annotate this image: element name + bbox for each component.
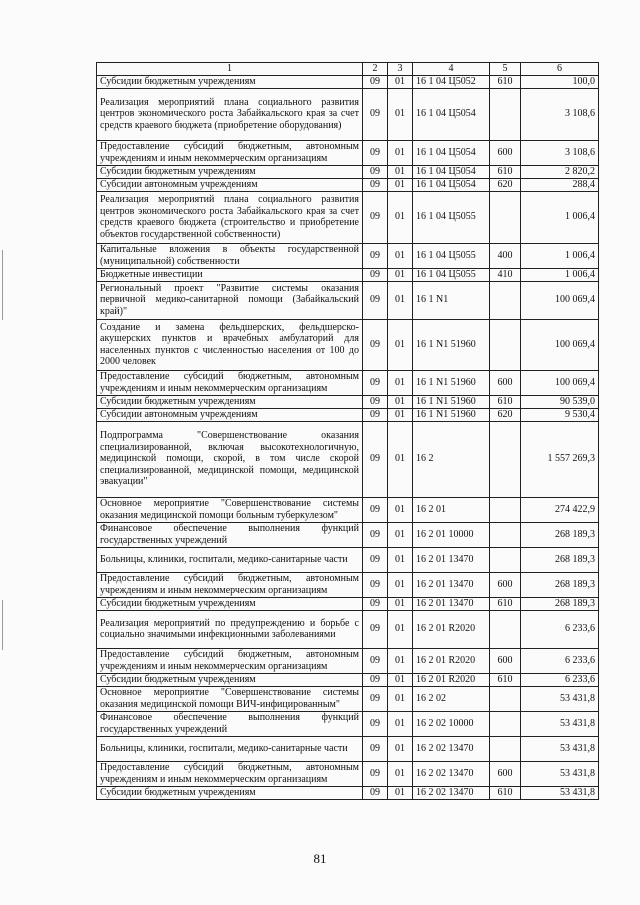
expense-type-cell [490, 686, 521, 711]
subsection-code-cell: 01 [388, 178, 413, 191]
row-name-cell: Субсидии автономным учреждениям [97, 408, 363, 421]
expense-type-cell: 600 [490, 572, 521, 597]
expense-type-cell [490, 711, 521, 736]
subsection-code-cell: 01 [388, 522, 413, 547]
section-code-cell: 09 [363, 370, 388, 395]
section-code-cell: 09 [363, 395, 388, 408]
row-name-cell: Субсидии автономным учреждениям [97, 178, 363, 191]
subsection-code-cell: 01 [388, 370, 413, 395]
target-article-cell: 16 1 N1 51960 [413, 370, 490, 395]
target-article-cell: 16 1 04 Ц5055 [413, 268, 490, 281]
target-article-cell: 16 2 02 13470 [413, 786, 490, 799]
table-row [97, 178, 599, 191]
table-row [97, 497, 599, 522]
section-code-cell: 09 [363, 597, 388, 610]
expense-type-cell: 600 [490, 370, 521, 395]
amount-cell: 288,4 [521, 178, 599, 191]
target-article-cell: 16 2 02 10000 [413, 711, 490, 736]
target-article-cell: 16 1 04 Ц5052 [413, 76, 490, 89]
scan-edge-mark-bottom [2, 600, 3, 650]
target-article-cell: 16 2 01 13470 [413, 572, 490, 597]
row-name-cell: Больницы, клиники, госпитали, медико-санитарные части [97, 547, 363, 572]
expense-type-cell [490, 88, 521, 140]
subsection-code-cell: 01 [388, 686, 413, 711]
subsection-code-cell: 01 [388, 597, 413, 610]
column-header: 1 [97, 63, 363, 76]
expense-type-cell [490, 610, 521, 648]
row-name-cell: Предоставление субсидий бюджетным, автономным учреждениям и иным некоммерческим организациям [97, 370, 363, 395]
section-code-cell: 09 [363, 191, 388, 243]
table-row [97, 191, 599, 243]
row-name-cell: Предоставление субсидий бюджетным, автономным учреждениям и иным некоммерческим организациям [97, 572, 363, 597]
section-code-cell: 09 [363, 88, 388, 140]
table-row [97, 243, 599, 268]
table-header-row [97, 63, 599, 76]
target-article-cell: 16 2 02 [413, 686, 490, 711]
subsection-code-cell: 01 [388, 547, 413, 572]
target-article-cell: 16 1 N1 51960 [413, 319, 490, 370]
amount-cell: 53 431,8 [521, 736, 599, 761]
subsection-code-cell: 01 [388, 786, 413, 799]
section-code-cell: 09 [363, 610, 388, 648]
target-article-cell: 16 2 02 13470 [413, 761, 490, 786]
table-row [97, 268, 599, 281]
amount-cell: 6 233,6 [521, 610, 599, 648]
row-name-cell: Реализация мероприятий плана социального развития центров экономического роста Забайкальского края за счет средств краевого бюджета (приобретение оборудования) [97, 88, 363, 140]
column-header: 4 [413, 63, 490, 76]
subsection-code-cell: 01 [388, 736, 413, 761]
table-row [97, 648, 599, 673]
target-article-cell: 16 1 04 Ц5054 [413, 178, 490, 191]
amount-cell: 100 069,4 [521, 281, 599, 319]
row-name-cell: Субсидии бюджетным учреждениям [97, 76, 363, 89]
subsection-code-cell: 01 [388, 395, 413, 408]
scan-edge-mark-top [2, 250, 3, 320]
amount-cell: 3 108,6 [521, 140, 599, 165]
table-row [97, 711, 599, 736]
amount-cell: 100 069,4 [521, 370, 599, 395]
amount-cell: 1 006,4 [521, 191, 599, 243]
row-name-cell: Подпрограмма "Совершенствование оказания специализированной, включая высокотехнологичную, медицинской помощи, скорой, в том числе скорой специализированной, медицинской помощи, медицинской эвакуации" [97, 421, 363, 497]
section-code-cell: 09 [363, 648, 388, 673]
table-row [97, 547, 599, 572]
row-name-cell: Субсидии бюджетным учреждениям [97, 597, 363, 610]
section-code-cell: 09 [363, 673, 388, 686]
section-code-cell: 09 [363, 421, 388, 497]
subsection-code-cell: 01 [388, 610, 413, 648]
target-article-cell: 16 2 02 13470 [413, 736, 490, 761]
expense-type-cell: 600 [490, 761, 521, 786]
table-row [97, 686, 599, 711]
subsection-code-cell: 01 [388, 191, 413, 243]
expense-type-cell: 610 [490, 395, 521, 408]
row-name-cell: Предоставление субсидий бюджетным, автономным учреждениям и иным некоммерческим организациям [97, 761, 363, 786]
section-code-cell: 09 [363, 319, 388, 370]
amount-cell: 6 233,6 [521, 673, 599, 686]
section-code-cell: 09 [363, 736, 388, 761]
expense-type-cell: 600 [490, 140, 521, 165]
amount-cell: 268 189,3 [521, 522, 599, 547]
amount-cell: 9 530,4 [521, 408, 599, 421]
table-row [97, 421, 599, 497]
target-article-cell: 16 2 01 13470 [413, 597, 490, 610]
target-article-cell: 16 1 N1 [413, 281, 490, 319]
table-row [97, 76, 599, 89]
section-code-cell: 09 [363, 547, 388, 572]
amount-cell: 53 431,8 [521, 711, 599, 736]
subsection-code-cell: 01 [388, 648, 413, 673]
row-name-cell: Финансовое обеспечение выполнения функций государственных учреждений [97, 522, 363, 547]
amount-cell: 2 820,2 [521, 165, 599, 178]
amount-cell: 100,0 [521, 76, 599, 89]
page-number: 81 [313, 851, 327, 866]
column-header: 2 [363, 63, 388, 76]
expense-type-cell [490, 281, 521, 319]
row-name-cell: Реализация мероприятий плана социального развития центров экономического роста Забайкальского края за счет средств краевого бюджета (строительство и приобретение объектов государственной собственности) [97, 191, 363, 243]
row-name-cell: Капитальные вложения в объекты государственной (муниципальной) собственности [97, 243, 363, 268]
subsection-code-cell: 01 [388, 673, 413, 686]
section-code-cell: 09 [363, 572, 388, 597]
row-name-cell: Основное мероприятие "Совершенствование системы оказания медицинской помощи ВИЧ-инфицированным" [97, 686, 363, 711]
amount-cell: 53 431,8 [521, 786, 599, 799]
section-code-cell: 09 [363, 178, 388, 191]
amount-cell: 1 006,4 [521, 268, 599, 281]
subsection-code-cell: 01 [388, 140, 413, 165]
table-row [97, 319, 599, 370]
amount-cell: 100 069,4 [521, 319, 599, 370]
expense-type-cell: 610 [490, 76, 521, 89]
section-code-cell: 09 [363, 497, 388, 522]
row-name-cell: Реализация мероприятий по предупреждению и борьбе с социально значимыми инфекционными заболеваниями [97, 610, 363, 648]
section-code-cell: 09 [363, 686, 388, 711]
budget-table-container [96, 62, 598, 800]
target-article-cell: 16 2 01 R2020 [413, 610, 490, 648]
subsection-code-cell: 01 [388, 497, 413, 522]
amount-cell: 268 189,3 [521, 597, 599, 610]
expense-type-cell [490, 736, 521, 761]
target-article-cell: 16 2 01 R2020 [413, 673, 490, 686]
section-code-cell: 09 [363, 243, 388, 268]
table-row [97, 761, 599, 786]
row-name-cell: Предоставление субсидий бюджетным, автономным учреждениям и иным некоммерческим организациям [97, 140, 363, 165]
table-row [97, 395, 599, 408]
expense-type-cell: 610 [490, 165, 521, 178]
amount-cell: 1 006,4 [521, 243, 599, 268]
subsection-code-cell: 01 [388, 165, 413, 178]
target-article-cell: 16 1 N1 51960 [413, 395, 490, 408]
target-article-cell: 16 1 N1 51960 [413, 408, 490, 421]
section-code-cell: 09 [363, 281, 388, 319]
amount-cell: 274 422,9 [521, 497, 599, 522]
row-name-cell: Основное мероприятие "Совершенствование системы оказания медицинской помощи больным туберкулезом" [97, 497, 363, 522]
subsection-code-cell: 01 [388, 408, 413, 421]
target-article-cell: 16 1 04 Ц5054 [413, 140, 490, 165]
section-code-cell: 09 [363, 408, 388, 421]
target-article-cell: 16 1 04 Ц5054 [413, 88, 490, 140]
expense-type-cell [490, 497, 521, 522]
section-code-cell: 09 [363, 268, 388, 281]
target-article-cell: 16 2 01 [413, 497, 490, 522]
table-row [97, 673, 599, 686]
expense-type-cell [490, 319, 521, 370]
subsection-code-cell: 01 [388, 88, 413, 140]
row-name-cell: Субсидии бюджетным учреждениям [97, 786, 363, 799]
expense-type-cell: 620 [490, 408, 521, 421]
amount-cell: 53 431,8 [521, 686, 599, 711]
table-row [97, 610, 599, 648]
expense-type-cell: 620 [490, 178, 521, 191]
expense-type-cell: 410 [490, 268, 521, 281]
table-row [97, 370, 599, 395]
target-article-cell: 16 2 01 13470 [413, 547, 490, 572]
expense-type-cell [490, 547, 521, 572]
amount-cell: 3 108,6 [521, 88, 599, 140]
column-header: 6 [521, 63, 599, 76]
section-code-cell: 09 [363, 711, 388, 736]
subsection-code-cell: 01 [388, 268, 413, 281]
subsection-code-cell: 01 [388, 319, 413, 370]
row-name-cell: Предоставление субсидий бюджетным, автономным учреждениям и иным некоммерческим организациям [97, 648, 363, 673]
table-row [97, 572, 599, 597]
table-row [97, 522, 599, 547]
table-row [97, 281, 599, 319]
expense-type-cell: 610 [490, 786, 521, 799]
expense-type-cell [490, 191, 521, 243]
target-article-cell: 16 2 01 R2020 [413, 648, 490, 673]
amount-cell: 90 539,0 [521, 395, 599, 408]
expense-type-cell [490, 421, 521, 497]
target-article-cell: 16 2 [413, 421, 490, 497]
row-name-cell: Больницы, клиники, госпитали, медико-санитарные части [97, 736, 363, 761]
row-name-cell: Создание и замена фельдшерских, фельдшерско-акушерских пунктов и врачебных амбулаторий для населенных пунктов с численностью населения от 100 до 2000 человек [97, 319, 363, 370]
amount-cell: 53 431,8 [521, 761, 599, 786]
table-row [97, 408, 599, 421]
expense-type-cell: 610 [490, 597, 521, 610]
subsection-code-cell: 01 [388, 243, 413, 268]
section-code-cell: 09 [363, 76, 388, 89]
row-name-cell: Региональный проект "Развитие системы оказания первичной медико-санитарной помощи (Забайкальский край)" [97, 281, 363, 319]
row-name-cell: Субсидии бюджетным учреждениям [97, 673, 363, 686]
column-header: 5 [490, 63, 521, 76]
subsection-code-cell: 01 [388, 711, 413, 736]
section-code-cell: 09 [363, 761, 388, 786]
budget-table [96, 62, 599, 800]
target-article-cell: 16 2 01 10000 [413, 522, 490, 547]
subsection-code-cell: 01 [388, 421, 413, 497]
subsection-code-cell: 01 [388, 76, 413, 89]
row-name-cell: Субсидии бюджетным учреждениям [97, 395, 363, 408]
section-code-cell: 09 [363, 165, 388, 178]
section-code-cell: 09 [363, 522, 388, 547]
table-row [97, 597, 599, 610]
row-name-cell: Субсидии бюджетным учреждениям [97, 165, 363, 178]
expense-type-cell: 600 [490, 648, 521, 673]
expense-type-cell [490, 522, 521, 547]
amount-cell: 268 189,3 [521, 547, 599, 572]
subsection-code-cell: 01 [388, 761, 413, 786]
amount-cell: 268 189,3 [521, 572, 599, 597]
expense-type-cell: 610 [490, 673, 521, 686]
target-article-cell: 16 1 04 Ц5055 [413, 243, 490, 268]
amount-cell: 1 557 269,3 [521, 421, 599, 497]
section-code-cell: 09 [363, 786, 388, 799]
table-row [97, 786, 599, 799]
column-header: 3 [388, 63, 413, 76]
amount-cell: 6 233,6 [521, 648, 599, 673]
target-article-cell: 16 1 04 Ц5054 [413, 165, 490, 178]
table-row [97, 165, 599, 178]
expense-type-cell: 400 [490, 243, 521, 268]
table-row [97, 736, 599, 761]
table-row [97, 140, 599, 165]
row-name-cell: Финансовое обеспечение выполнения функций государственных учреждений [97, 711, 363, 736]
table-row [97, 88, 599, 140]
section-code-cell: 09 [363, 140, 388, 165]
subsection-code-cell: 01 [388, 572, 413, 597]
target-article-cell: 16 1 04 Ц5055 [413, 191, 490, 243]
row-name-cell: Бюджетные инвестиции [97, 268, 363, 281]
subsection-code-cell: 01 [388, 281, 413, 319]
